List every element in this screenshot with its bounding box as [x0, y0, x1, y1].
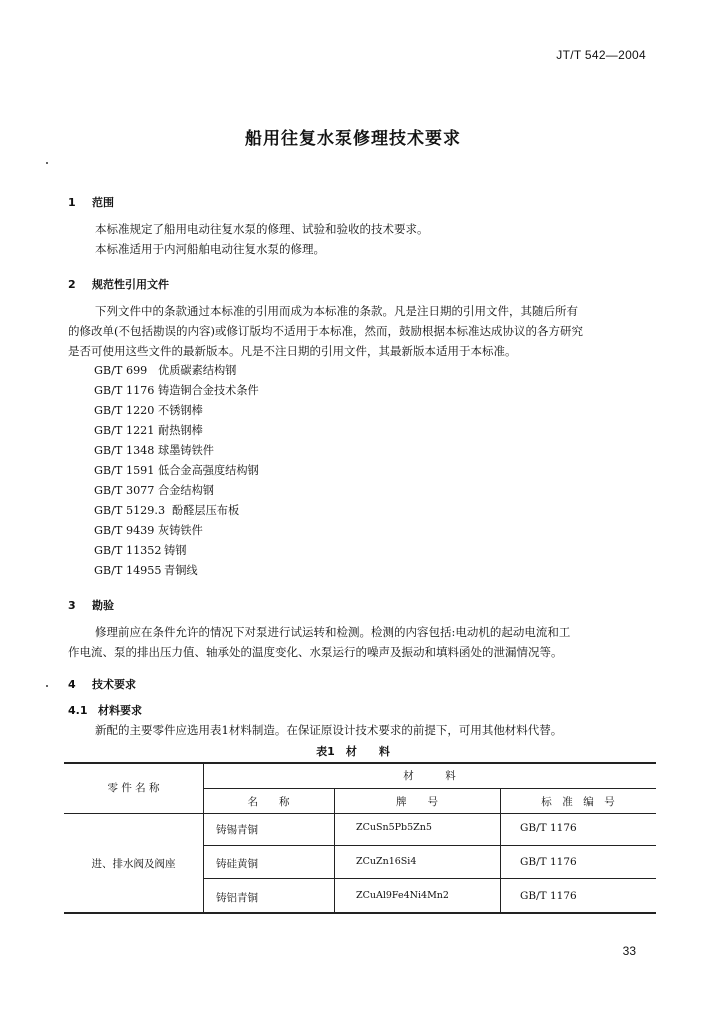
reference-item: GB/T 1176 铸造铜合金技术条件 — [94, 384, 259, 397]
reference-item: GB/T 1348 球墨铸铁件 — [94, 444, 214, 457]
table-vertical-divider — [203, 763, 204, 913]
table-cell-name: 铸铝青铜 — [216, 892, 258, 904]
reference-item: GB/T 11352 铸钢 — [94, 544, 187, 557]
table-cell-grade: ZCuAl9Fe4Ni4Mn2 — [356, 890, 449, 901]
scan-speck — [46, 162, 48, 164]
table-cell-standard: GB/T 1176 — [520, 856, 577, 868]
section-3-line-2: 作电流、泵的排出压力值、轴承处的温度变化、水泵运行的噪声及振动和填料函处的泄漏情况等。 — [68, 645, 563, 659]
reference-item: GB/T 1591 低合金高强度结构钢 — [94, 464, 259, 477]
standard-number: JT/T 542—2004 — [556, 48, 646, 62]
section-4-heading: 4 技术要求 — [68, 678, 136, 691]
scan-speck — [46, 685, 48, 687]
section-4-1-heading: 4.1 材料要求 — [68, 704, 142, 717]
table-cell-standard: GB/T 1176 — [520, 890, 577, 902]
reference-item: GB/T 3077 合金结构钢 — [94, 484, 214, 497]
document-title: 船用往复水泵修理技术要求 — [245, 129, 461, 149]
section-2-heading: 2 规范性引用文件 — [68, 278, 169, 291]
section-4-1-paragraph: 新配的主要零件应选用表1材料制造。在保证原设计技术要求的前提下，可用其他材料代替。 — [95, 723, 563, 737]
table-top-border — [64, 762, 656, 764]
table-caption: 表1 材 料 — [316, 745, 390, 758]
section-3-heading: 3 勘验 — [68, 599, 114, 612]
table-cell-name: 铸锡青铜 — [216, 824, 258, 836]
section-2-line-3: 是否可使用这些文件的最新版本。凡是不注日期的引用文件，其最新版本适用于本标准。 — [68, 344, 517, 358]
reference-item: GB/T 5129.3 酚醛层压布板 — [94, 504, 240, 517]
table-row-divider — [203, 845, 656, 846]
table-cell-standard: GB/T 1176 — [520, 822, 577, 834]
table-cell-grade: ZCuZn16Si4 — [356, 856, 417, 867]
section-1-paragraph-2: 本标准适用于内河船舶电动往复水泵的修理。 — [95, 242, 325, 256]
table-header-bottom-border — [64, 813, 656, 814]
reference-item: GB/T 14955 青铜线 — [94, 564, 198, 577]
table-header-name: 名 称 — [247, 796, 290, 808]
section-1-paragraph-1: 本标准规定了船用电动往复水泵的修理、试验和验收的技术要求。 — [95, 222, 429, 236]
section-3-line-1: 修理前应在条件允许的情况下对泵进行试运转和检测。检测的内容包括:电动机的起动电流和工 — [95, 625, 571, 639]
reference-item: GB/T 1220 不锈钢棒 — [94, 404, 203, 417]
table-bottom-border — [64, 912, 656, 914]
section-2-line-1: 下列文件中的条款通过本标准的引用而成为本标准的条款。凡是注日期的引用文件，其随后所有 — [95, 304, 578, 318]
table-header-standard: 标 准 编 号 — [541, 796, 615, 808]
section-2-line-2: 的修改单(不包括勘误的内容)或修订版均不适用于本标准，然而，鼓励根据本标准达成协议的各方研究 — [68, 324, 583, 338]
table-part-name: 进、排水阀及阀座 — [91, 858, 176, 870]
table-header-grade: 牌 号 — [396, 796, 438, 808]
table-cell-name: 铸硅黄铜 — [216, 858, 258, 870]
table-row-divider — [203, 878, 656, 879]
table-header-subdivider — [203, 788, 656, 789]
section-1-heading: 1 范围 — [68, 196, 114, 209]
table-header-part-name: 零 件 名 称 — [107, 782, 160, 794]
reference-item: GB/T 9439 灰铸铁件 — [94, 524, 203, 537]
reference-item: GB/T 1221 耐热钢棒 — [94, 424, 203, 437]
table-cell-grade: ZCuSn5Pb5Zn5 — [356, 822, 432, 833]
table-header-material: 材 料 — [403, 770, 456, 782]
page-number: 33 — [622, 944, 636, 958]
reference-item: GB/T 699 优质碳素结构钢 — [94, 364, 237, 377]
